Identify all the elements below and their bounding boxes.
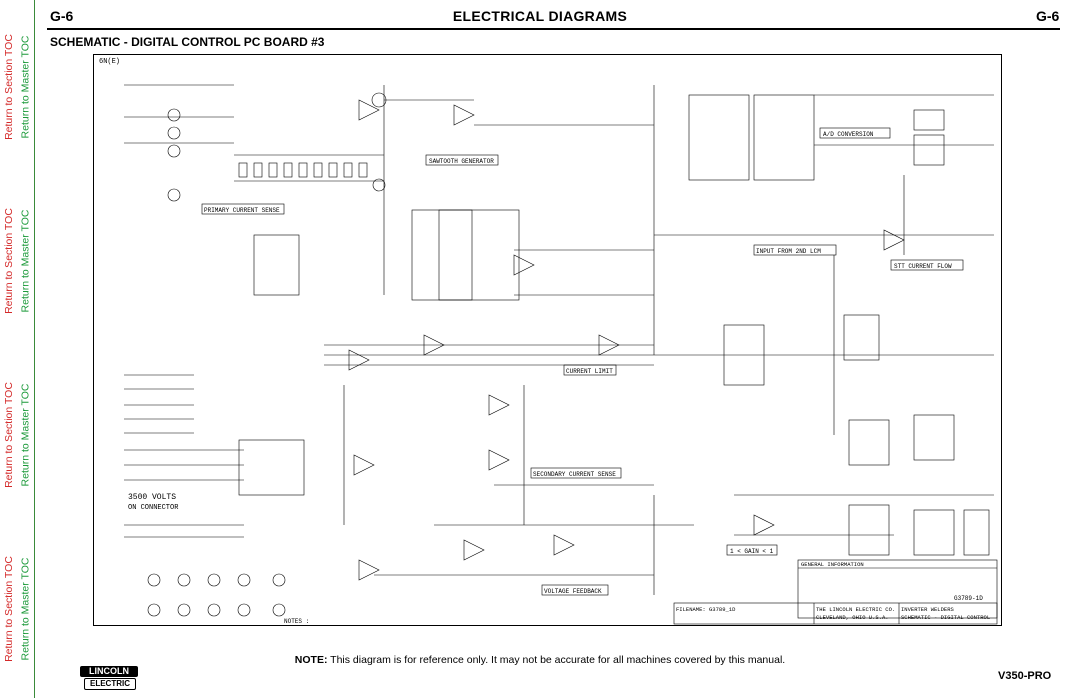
return-to-master-toc-link-2[interactable]: Return to Master TOC — [19, 209, 32, 313]
note-label: NOTE: — [294, 654, 328, 666]
section-number-right: G-6 — [1036, 8, 1060, 24]
block-current-limit: CURRENT LIMIT — [566, 368, 613, 375]
title-filename: FILENAME: G3789_1D — [676, 606, 736, 613]
title-city: CLEVELAND, OHIO U.S.A. — [816, 614, 889, 621]
title-drawing-number: G3789-1D — [954, 595, 983, 602]
label-on-connector: ON CONNECTOR — [128, 504, 179, 512]
model-number: V350-PRO — [998, 670, 1052, 682]
title-company: THE LINCOLN ELECTRIC CO. — [816, 606, 896, 613]
label-corner: 6N(E) — [99, 58, 121, 66]
label-notes: NOTES : — [284, 618, 310, 625]
master-toc-column — [17, 0, 34, 698]
return-to-master-toc-link-1[interactable]: Return to Master TOC — [19, 35, 32, 139]
title-product: INVERTER WELDERS — [901, 606, 954, 613]
note-text: This diagram is for reference only. It may not be accurate for all machines covered by this manual. — [327, 654, 786, 666]
label-3500-volts: 3500 VOLTS — [128, 493, 177, 502]
block-general-information: GENERAL INFORMATION — [801, 561, 864, 568]
lincoln-electric-logo — [80, 666, 140, 689]
sidebar-divider — [34, 0, 35, 698]
block-stt-current-flow: STT CURRENT FLOW — [894, 263, 952, 270]
schematic-svg — [94, 55, 1001, 625]
return-to-master-toc-link-4[interactable]: Return to Master TOC — [19, 557, 32, 661]
block-gain: 1 < GAIN < 1 — [730, 548, 774, 555]
return-to-section-toc-link-2[interactable]: Return to Section TOC — [2, 208, 15, 314]
page-subtitle: SCHEMATIC - DIGITAL CONTROL PC BOARD #3 — [50, 35, 325, 49]
block-input-from-2nd-lcm: INPUT FROM 2ND LCM — [756, 248, 821, 255]
return-to-section-toc-link-1[interactable]: Return to Section TOC — [2, 34, 15, 140]
block-primary-current-sense: PRIMARY CURRENT SENSE — [204, 207, 280, 214]
return-to-master-toc-link-3[interactable]: Return to Master TOC — [19, 383, 32, 487]
page-title: ELECTRICAL DIAGRAMS — [452, 8, 628, 24]
block-voltage-feedback: VOLTAGE FEEDBACK — [544, 588, 602, 595]
return-to-section-toc-link-4[interactable]: Return to Section TOC — [2, 556, 15, 662]
section-toc-column — [0, 0, 17, 698]
logo-bottom: ELECTRIC — [84, 678, 136, 690]
toc-sidebar — [0, 0, 34, 698]
section-number-left: G-6 — [50, 8, 74, 24]
logo-top: LINCOLN — [80, 666, 138, 677]
block-secondary-current-sense: SECONDARY CURRENT SENSE — [533, 471, 616, 478]
header-rule — [47, 28, 1060, 30]
return-to-section-toc-link-3[interactable]: Return to Section TOC — [2, 382, 15, 488]
block-ad-conversion: A/D CONVERSION — [823, 131, 874, 138]
reference-note — [0, 654, 1080, 666]
schematic-diagram — [93, 54, 1002, 626]
block-sawtooth-generator: SAWTOOTH GENERATOR — [429, 158, 494, 165]
title-drawing: SCHEMATIC - DIGITAL CONTROL — [901, 614, 991, 621]
